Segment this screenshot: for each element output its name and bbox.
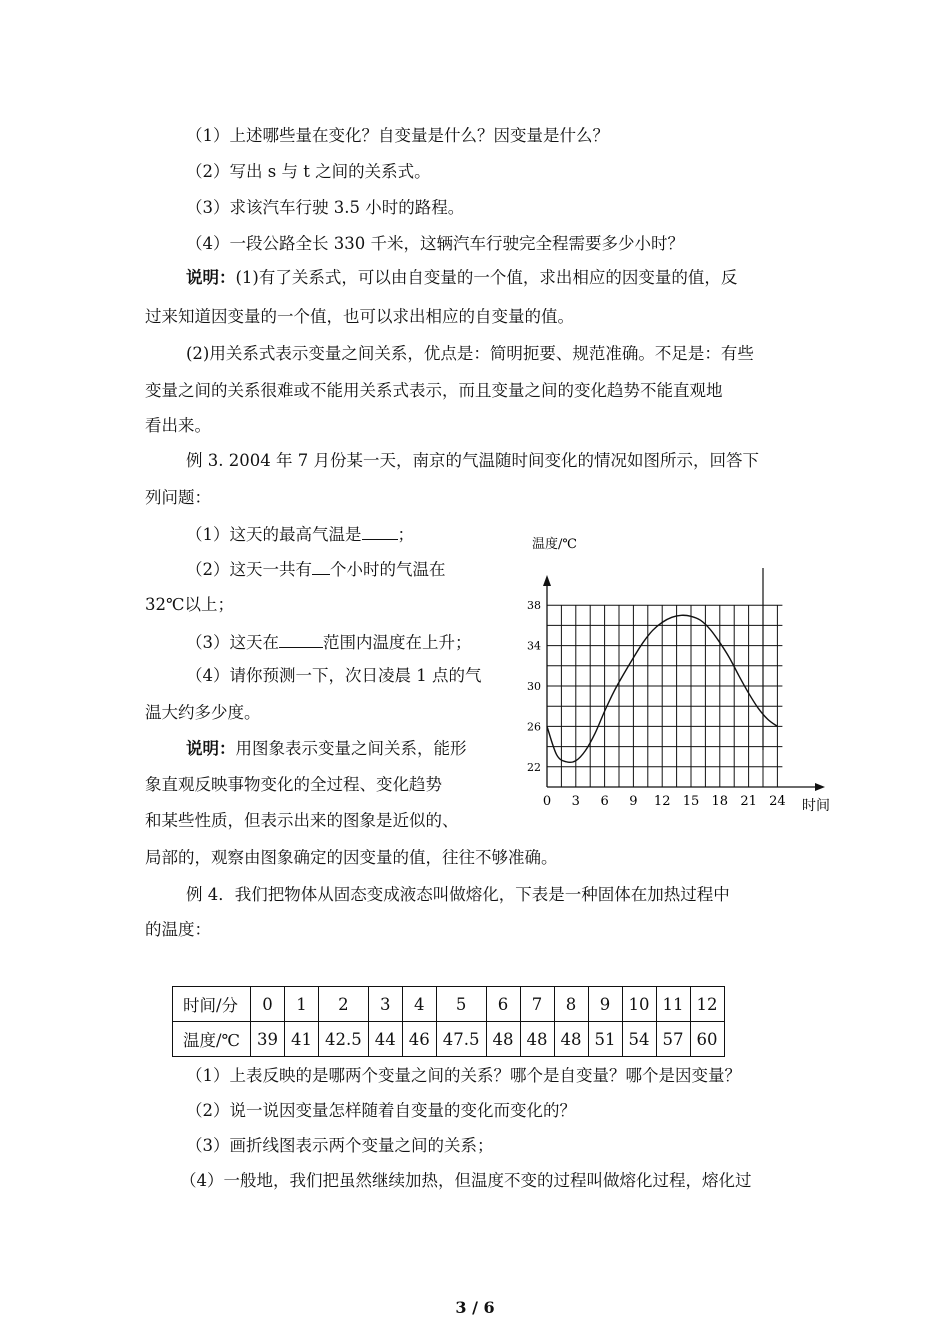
- table-cell: 11: [656, 987, 690, 1022]
- note-1-label: 说明：: [186, 268, 236, 287]
- y-tick-label: 26: [527, 720, 541, 734]
- ex3-q2-text: （2）这天一共有: [186, 560, 312, 579]
- table-cell: 1: [285, 987, 319, 1022]
- ex3-q1-post: ；: [397, 525, 414, 544]
- table-cell: 57: [656, 1022, 690, 1057]
- table-cell: 5: [436, 987, 486, 1022]
- note-1-text: (1)有了关系式，可以由自变量的一个值，求出相应的因变量的值，反: [235, 268, 738, 287]
- note-1: [186, 268, 737, 288]
- table-cell: 48: [520, 1022, 554, 1057]
- table-cell: 46: [402, 1022, 436, 1057]
- note-3-a: [186, 739, 467, 759]
- example-3-b: 列问题：: [145, 488, 211, 507]
- table-cell: 12: [690, 987, 724, 1022]
- table-cell: 60: [690, 1022, 724, 1057]
- x-tick-label: 9: [629, 794, 638, 809]
- table-cell: 8: [554, 987, 588, 1022]
- example-3-question-1: [186, 523, 414, 545]
- note-1-continued: 过来知道因变量的一个值，也可以求出相应的自变量的值。: [145, 307, 574, 326]
- table-header-temperature: 温度/℃: [173, 1022, 251, 1057]
- question-4: （4）一段公路全长 330 千米，这辆汽车行驶完全程需要多少小时？: [186, 234, 684, 253]
- note-2-a: (2)用关系式表示变量之间关系，优点是：简明扼要、规范准确。不足是：有些: [186, 344, 754, 363]
- x-tick-label: 15: [682, 794, 700, 809]
- x-tick-label: 6: [600, 794, 609, 809]
- question-3: （3）求该汽车行驶 3.5 小时的路程。: [186, 198, 465, 217]
- table-row-temperature: [173, 1022, 725, 1057]
- example-3-question-4-b: 温大约多少度。: [145, 703, 261, 722]
- example-3-question-3: [186, 631, 472, 653]
- ex3-q3-text: （3）这天在: [186, 633, 279, 652]
- answer-blank[interactable]: [279, 631, 323, 648]
- note-3-text: 用图象表示变量之间关系，能形: [235, 739, 467, 758]
- example-4-question-2: （2）说一说因变量怎样随着自变量的变化而变化的？: [186, 1101, 576, 1120]
- y-axis-arrow: [543, 575, 551, 586]
- example-4-a: 例 4．我们把物体从固态变成液态叫做熔化，下表是一种固体在加热过程中: [186, 885, 730, 904]
- x-axis-label: 时间: [802, 798, 830, 814]
- table-cell: 2: [319, 987, 369, 1022]
- note-2-c: 看出来。: [145, 416, 211, 435]
- example-4-b: 的温度：: [145, 920, 211, 939]
- example-3-question-2-cont: 32℃以上；: [145, 595, 234, 614]
- x-tick-label: 0: [542, 794, 552, 809]
- table-cell: 9: [588, 987, 622, 1022]
- table-cell: 4: [402, 987, 436, 1022]
- y-tick-label: 38: [527, 599, 541, 613]
- table-cell: 44: [368, 1022, 402, 1057]
- example-4-question-4: （4）一般地，我们把虽然继续加热，但温度不变的过程叫做熔化过程，熔化过: [180, 1171, 752, 1190]
- temperature-chart: [520, 528, 840, 828]
- question-1: （1）上述哪些量在变化？自变量是什么？因变量是什么？: [186, 126, 609, 145]
- table-cell: 42.5: [319, 1022, 369, 1057]
- question-2: （2）写出 s 与 t 之间的关系式。: [186, 162, 431, 181]
- table-cell: 51: [588, 1022, 622, 1057]
- x-tick-label: 21: [740, 794, 757, 809]
- table-cell: 0: [251, 987, 285, 1022]
- ex3-q3-post: 范围内温度在上升；: [323, 633, 472, 652]
- table-cell: 39: [251, 1022, 285, 1057]
- x-tick-label: 3: [571, 794, 580, 809]
- x-axis-arrow: [815, 783, 825, 791]
- page-number: 3 / 6: [455, 1298, 495, 1317]
- example-4-question-1: （1）上表反映的是哪两个变量之间的关系？哪个是自变量？哪个是因变量？: [186, 1066, 741, 1085]
- ex3-q1-text: （1）这天的最高气温是: [186, 525, 362, 544]
- y-tick-label: 22: [527, 760, 541, 774]
- note-3-d: 局部的，观察由图象确定的因变量的值，往往不够准确。: [145, 848, 558, 867]
- note-3-label: 说明：: [186, 739, 236, 758]
- answer-blank[interactable]: [312, 558, 330, 575]
- table-cell: 10: [622, 987, 656, 1022]
- table-cell: 48: [554, 1022, 588, 1057]
- table-cell: 3: [368, 987, 402, 1022]
- example-4-question-3: （3）画折线图表示两个变量之间的关系；: [186, 1136, 494, 1155]
- example-3-a: 例 3. 2004 年 7 月份某一天，南京的气温随时间变化的情况如图所示，回答下: [186, 451, 759, 470]
- note-2-b: 变量之间的关系很难或不能用关系式表示，而且变量之间的变化趋势不能直观地: [145, 381, 723, 400]
- x-tick-label: 24: [769, 794, 786, 809]
- y-axis-label: 温度/℃: [532, 537, 577, 552]
- example-3-question-2: [186, 558, 446, 580]
- x-tick-label: 18: [711, 794, 729, 809]
- table-header-time: 时间/分: [173, 987, 251, 1022]
- ex3-q2-post: 个小时的气温在: [330, 560, 446, 579]
- melting-temperature-table: [172, 986, 725, 1057]
- note-3-b: 象直观反映事物变化的全过程、变化趋势: [145, 775, 442, 794]
- note-3-c: 和某些性质，但表示出来的图象是近似的、: [145, 811, 459, 830]
- y-tick-label: 34: [527, 639, 541, 653]
- table-cell: 48: [486, 1022, 520, 1057]
- x-tick-label: 12: [653, 794, 671, 809]
- table-cell: 7: [520, 987, 554, 1022]
- answer-blank[interactable]: [362, 523, 398, 540]
- table-cell: 54: [622, 1022, 656, 1057]
- example-3-question-4-a: （4）请你预测一下，次日凌晨 1 点的气: [186, 666, 482, 685]
- table-cell: 41: [285, 1022, 319, 1057]
- table-row-time: [173, 987, 725, 1022]
- table-cell: 47.5: [436, 1022, 486, 1057]
- table-cell: 6: [486, 987, 520, 1022]
- y-tick-label: 30: [527, 680, 541, 693]
